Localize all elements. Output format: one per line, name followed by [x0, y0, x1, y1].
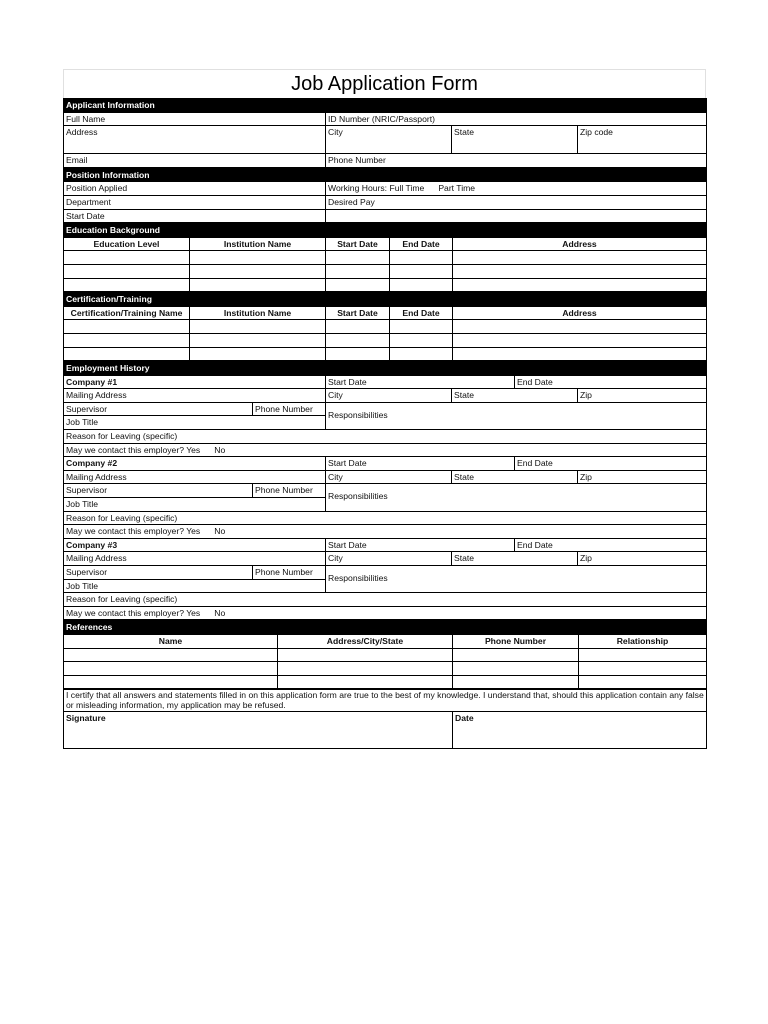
company-3-start-date-field[interactable]: Start Date	[326, 538, 515, 552]
column-header-phone-number: Phone Number	[453, 634, 579, 648]
column-header-end-date: End Date	[390, 306, 453, 320]
column-header-start-date: Start Date	[326, 237, 390, 251]
column-header-institution-name: Institution Name	[190, 237, 326, 251]
employment-history-table	[63, 361, 707, 620]
section-header-employment: Employment History	[64, 362, 707, 376]
company-1-reason-for-leaving-field[interactable]: Reason for Leaving (specific)	[64, 430, 707, 444]
column-header-start-date: Start Date	[326, 306, 390, 320]
company-1-supervisor-field[interactable]: Supervisor	[64, 402, 253, 416]
table-row[interactable]	[64, 662, 707, 676]
address-field[interactable]: Address	[64, 126, 326, 154]
position-applied-field[interactable]: Position Applied	[64, 182, 326, 196]
company-1-state-field[interactable]: State	[452, 389, 578, 403]
job-application-form	[63, 69, 706, 749]
empty-cell	[326, 209, 707, 223]
email-field[interactable]: Email	[64, 154, 326, 168]
company-1-city-field[interactable]: City	[326, 389, 452, 403]
company-3-supervisor-field[interactable]: Supervisor	[64, 566, 253, 580]
company-1-start-date-field[interactable]: Start Date	[326, 375, 515, 389]
company-2-contact-permission-field[interactable]	[64, 525, 707, 539]
contact-no-label: No	[214, 444, 226, 455]
company-3-state-field[interactable]: State	[452, 552, 578, 566]
section-header-references: References	[64, 621, 707, 635]
department-field[interactable]: Department	[64, 195, 326, 209]
references-table	[63, 620, 707, 689]
id-number-field[interactable]: ID Number (NRIC/Passport)	[326, 112, 707, 126]
education-background-table	[63, 223, 707, 292]
form-title: Job Application Form	[63, 69, 706, 98]
zip-code-field[interactable]: Zip code	[578, 126, 707, 154]
company-2-label[interactable]: Company #2	[64, 457, 326, 471]
company-1-job-title-field[interactable]: Job Title	[64, 416, 326, 430]
company-2-city-field[interactable]: City	[326, 470, 452, 484]
company-1-responsibilities-field[interactable]	[326, 402, 707, 429]
company-2-state-field[interactable]: State	[452, 470, 578, 484]
company-2-start-date-field[interactable]: Start Date	[326, 457, 515, 471]
company-2-zip-field[interactable]: Zip	[578, 470, 707, 484]
signature-field[interactable]: Signature	[64, 712, 453, 749]
table-row[interactable]	[64, 333, 707, 347]
applicant-information-table	[63, 98, 707, 168]
certification-statement: I certify that all answers and statements filled in on this application form are true to the best of my knowledge. I understand that, should this application contain any false or misleading information, my application may be refused.	[64, 690, 707, 712]
responsibilities-label: Responsibilities	[328, 409, 388, 420]
company-3-responsibilities-field[interactable]	[326, 566, 707, 593]
column-header-education-level: Education Level	[64, 237, 190, 251]
contact-yes-label: May we contact this employer? Yes	[66, 444, 201, 455]
phone-number-field[interactable]: Phone Number	[326, 154, 707, 168]
company-1-end-date-field[interactable]: End Date	[515, 375, 707, 389]
company-1-label[interactable]: Company #1	[64, 375, 326, 389]
table-row[interactable]	[64, 675, 707, 689]
column-header-address: Address	[453, 306, 707, 320]
desired-pay-field[interactable]: Desired Pay	[326, 195, 707, 209]
company-3-reason-for-leaving-field[interactable]: Reason for Leaving (specific)	[64, 593, 707, 607]
signature-table	[63, 689, 707, 749]
company-3-end-date-field[interactable]: End Date	[515, 538, 707, 552]
section-header-applicant: Applicant Information	[64, 99, 707, 113]
state-field[interactable]: State	[452, 126, 578, 154]
table-row[interactable]	[64, 347, 707, 361]
company-2-phone-field[interactable]: Phone Number	[253, 484, 326, 498]
table-row[interactable]	[64, 648, 707, 662]
company-1-phone-field[interactable]: Phone Number	[253, 402, 326, 416]
column-header-address-city-state: Address/City/State	[278, 634, 453, 648]
column-header-institution-name: Institution Name	[190, 306, 326, 320]
position-information-table	[63, 168, 707, 223]
company-3-contact-permission-field[interactable]	[64, 606, 707, 620]
column-header-name: Name	[64, 634, 278, 648]
company-3-mailing-address-field[interactable]: Mailing Address	[64, 552, 326, 566]
city-field[interactable]: City	[326, 126, 452, 154]
column-header-end-date: End Date	[390, 237, 453, 251]
company-1-contact-permission-field[interactable]	[64, 443, 707, 457]
part-time-label: Part Time	[438, 183, 476, 194]
company-3-phone-field[interactable]: Phone Number	[253, 566, 326, 580]
company-2-job-title-field[interactable]: Job Title	[64, 498, 326, 512]
company-3-job-title-field[interactable]: Job Title	[64, 579, 326, 593]
company-2-supervisor-field[interactable]: Supervisor	[64, 484, 253, 498]
column-header-address: Address	[453, 237, 707, 251]
start-date-field[interactable]: Start Date	[64, 209, 326, 223]
section-header-position: Position Information	[64, 168, 707, 182]
working-hours-full-time-label: Working Hours: Full Time	[328, 183, 425, 194]
company-2-end-date-field[interactable]: End Date	[515, 457, 707, 471]
company-2-responsibilities-field[interactable]	[326, 484, 707, 511]
table-row[interactable]	[64, 264, 707, 278]
company-2-mailing-address-field[interactable]: Mailing Address	[64, 470, 326, 484]
contact-no-label: No	[214, 607, 226, 618]
company-3-city-field[interactable]: City	[326, 552, 452, 566]
company-2-reason-for-leaving-field[interactable]: Reason for Leaving (specific)	[64, 511, 707, 525]
company-3-label[interactable]: Company #3	[64, 538, 326, 552]
section-header-education: Education Background	[64, 224, 707, 238]
responsibilities-label: Responsibilities	[328, 491, 388, 502]
column-header-relationship: Relationship	[579, 634, 707, 648]
contact-yes-label: May we contact this employer? Yes	[66, 607, 201, 618]
table-row[interactable]	[64, 278, 707, 292]
certification-training-table	[63, 292, 707, 361]
responsibilities-label: Responsibilities	[328, 573, 388, 583]
full-name-field[interactable]: Full Name	[64, 112, 326, 126]
date-field[interactable]: Date	[453, 712, 707, 749]
table-row[interactable]	[64, 251, 707, 265]
company-1-zip-field[interactable]: Zip	[578, 389, 707, 403]
working-hours-field[interactable]	[326, 182, 707, 196]
company-3-zip-field[interactable]: Zip	[578, 552, 707, 566]
column-header-certification-name: Certification/Training Name	[64, 306, 190, 320]
section-header-certification: Certification/Training	[64, 293, 707, 307]
contact-no-label: No	[214, 526, 226, 537]
contact-yes-label: May we contact this employer? Yes	[66, 526, 201, 537]
company-1-mailing-address-field[interactable]: Mailing Address	[64, 389, 326, 403]
table-row[interactable]	[64, 320, 707, 334]
